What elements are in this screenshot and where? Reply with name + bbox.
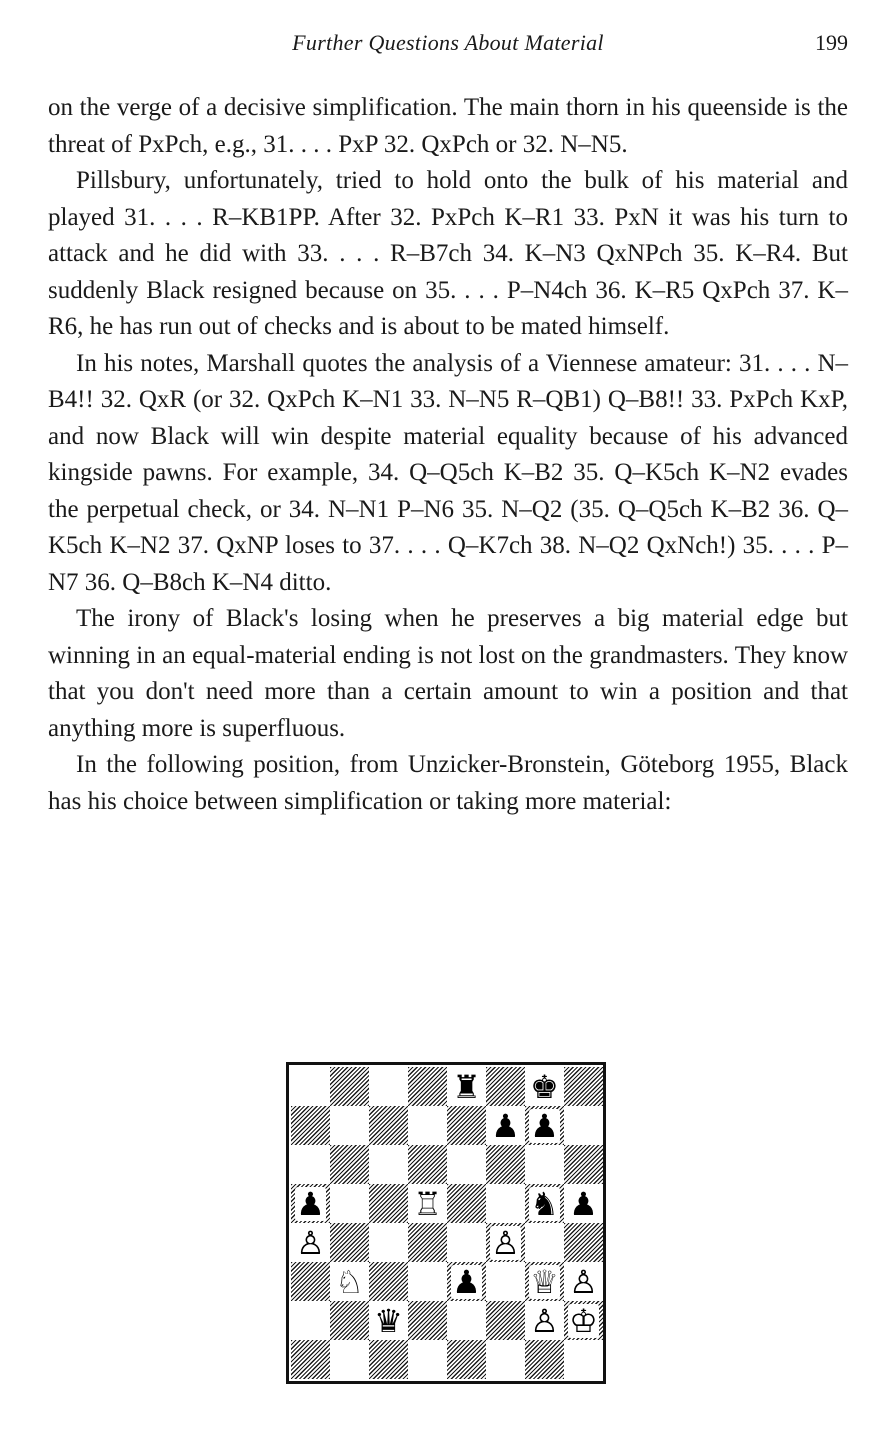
- board-square: [486, 1067, 525, 1106]
- board-square: [486, 1106, 525, 1145]
- board-square: [564, 1340, 603, 1379]
- board-square: [330, 1262, 369, 1301]
- paragraph: Pillsbury, unfortunately, tried to hold onto the bulk of his material and played 31. . . . R–KB1PP. After 32. PxPch K–R1 33. PxN it was his turn to attack and he did with 33. . . . R–B7ch 34. K–N3 QxNPch 35. K–R4. But suddenly Black resigned because on 35. . . . P–N4ch 36. K–R5 QxPch 37. K–R6, he has run out of checks and is about to be mated himself.: [48, 167, 848, 340]
- chess-piece: ♜: [452, 1067, 481, 1106]
- board-square: [447, 1262, 486, 1301]
- chess-piece: ♙: [530, 1301, 559, 1340]
- chess-piece: ♞: [530, 1184, 559, 1223]
- page-number: 199: [815, 30, 848, 55]
- board-square: [369, 1184, 408, 1223]
- board-square: [291, 1262, 330, 1301]
- chess-piece: ♟: [530, 1106, 559, 1145]
- board-square: [408, 1106, 447, 1145]
- paragraph: In the following position, from Unzicker-Bronstein, Göteborg 1955, Black has his choice between simplification or taking more material:: [48, 751, 848, 815]
- board-square: [291, 1340, 330, 1379]
- board-square: [447, 1340, 486, 1379]
- board-square: [291, 1106, 330, 1145]
- running-title: Further Questions About Material: [292, 30, 604, 55]
- board-square: [447, 1301, 486, 1340]
- chess-piece: ♟: [452, 1262, 481, 1301]
- chess-piece: ♙: [491, 1223, 520, 1262]
- chess-diagram: [286, 1062, 606, 1384]
- board-square: [564, 1145, 603, 1184]
- board-square: [369, 1145, 408, 1184]
- board-square: [408, 1184, 447, 1223]
- board-square: [291, 1145, 330, 1184]
- board-square: [447, 1106, 486, 1145]
- board-square: [330, 1301, 369, 1340]
- board-square: [525, 1301, 564, 1340]
- board-square: [564, 1262, 603, 1301]
- board-square: [486, 1262, 525, 1301]
- chess-piece: ♖: [413, 1184, 442, 1223]
- chess-piece: ♕: [530, 1262, 559, 1301]
- board-square: [525, 1184, 564, 1223]
- board-square: [486, 1145, 525, 1184]
- chess-piece: ♟: [491, 1106, 520, 1145]
- chess-piece: ♔: [569, 1301, 598, 1340]
- board-square: [564, 1106, 603, 1145]
- board-square: [525, 1262, 564, 1301]
- board-square: [564, 1184, 603, 1223]
- board-square: [525, 1340, 564, 1379]
- board-square: [447, 1223, 486, 1262]
- chess-piece: ♚: [530, 1067, 559, 1106]
- body-text: [48, 90, 848, 820]
- paragraph: In his notes, Marshall quotes the analysis of a Viennese amateur: 31. . . . N–B4!! 32. QxR (or 32. QxPch K–N1 33. N–N5 R–QB1) Q–B8!! 33. PxPch KxP, and now Black will win despite material equality because of his advanced kingside pawns. For example, 34. Q–Q5ch K–B2 35. Q–K5ch K–N2 evades the perpetual check, or 34. N–N1 P–N6 35. N–Q2 (35. Q–Q5ch K–B2 36. Q–K5ch K–N2 37. QxNP loses to 37. . . . Q–K7ch 38. N–Q2 QxNch!) 35. . . . P–N7 36. Q–B8ch K–N4 ditto.: [48, 349, 848, 596]
- chess-piece: ♛: [374, 1301, 403, 1340]
- board-square: [330, 1340, 369, 1379]
- board-square: [408, 1223, 447, 1262]
- board-square: [369, 1067, 408, 1106]
- board-square: [330, 1223, 369, 1262]
- board-square: [291, 1184, 330, 1223]
- board-square: [408, 1340, 447, 1379]
- board-square: [486, 1184, 525, 1223]
- board-square: [291, 1223, 330, 1262]
- board-square: [330, 1184, 369, 1223]
- board-square: [330, 1145, 369, 1184]
- paragraph: on the verge of a decisive simplification. The main thorn in his queenside is the threat of PxPch, e.g., 31. . . . PxP 32. QxPch or 32. N–N5.: [48, 94, 848, 158]
- paragraph: The irony of Black's losing when he preserves a big material edge but winning in an equal-material ending is not lost on the grandmasters. They know that you don't need more than a certain amount to win a position and that anything more is superfluous.: [48, 605, 848, 742]
- board-square: [525, 1067, 564, 1106]
- board-square: [369, 1301, 408, 1340]
- board-square: [369, 1223, 408, 1262]
- board-square: [525, 1145, 564, 1184]
- board-square: [408, 1145, 447, 1184]
- board-square: [291, 1301, 330, 1340]
- chess-piece: ♘: [335, 1262, 364, 1301]
- board-square: [369, 1262, 408, 1301]
- board-square: [564, 1223, 603, 1262]
- board-square: [447, 1145, 486, 1184]
- board-square: [330, 1106, 369, 1145]
- running-head: [48, 30, 848, 64]
- board-square: [369, 1340, 408, 1379]
- board-square: [291, 1067, 330, 1106]
- chess-piece: ♙: [296, 1223, 325, 1262]
- board-square: [447, 1067, 486, 1106]
- board-square: [408, 1262, 447, 1301]
- board-square: [564, 1301, 603, 1340]
- board-square: [525, 1106, 564, 1145]
- board-square: [486, 1340, 525, 1379]
- board-square: [330, 1067, 369, 1106]
- board-square: [369, 1106, 408, 1145]
- board-square: [408, 1067, 447, 1106]
- board-square: [486, 1301, 525, 1340]
- chess-piece: ♟: [569, 1184, 598, 1223]
- board-square: [447, 1184, 486, 1223]
- board-square: [525, 1223, 564, 1262]
- board-square: [486, 1223, 525, 1262]
- board-square: [408, 1301, 447, 1340]
- chess-board: [291, 1067, 603, 1379]
- board-square: [564, 1067, 603, 1106]
- chess-piece: ♙: [569, 1262, 598, 1301]
- chess-piece: ♟: [296, 1184, 325, 1223]
